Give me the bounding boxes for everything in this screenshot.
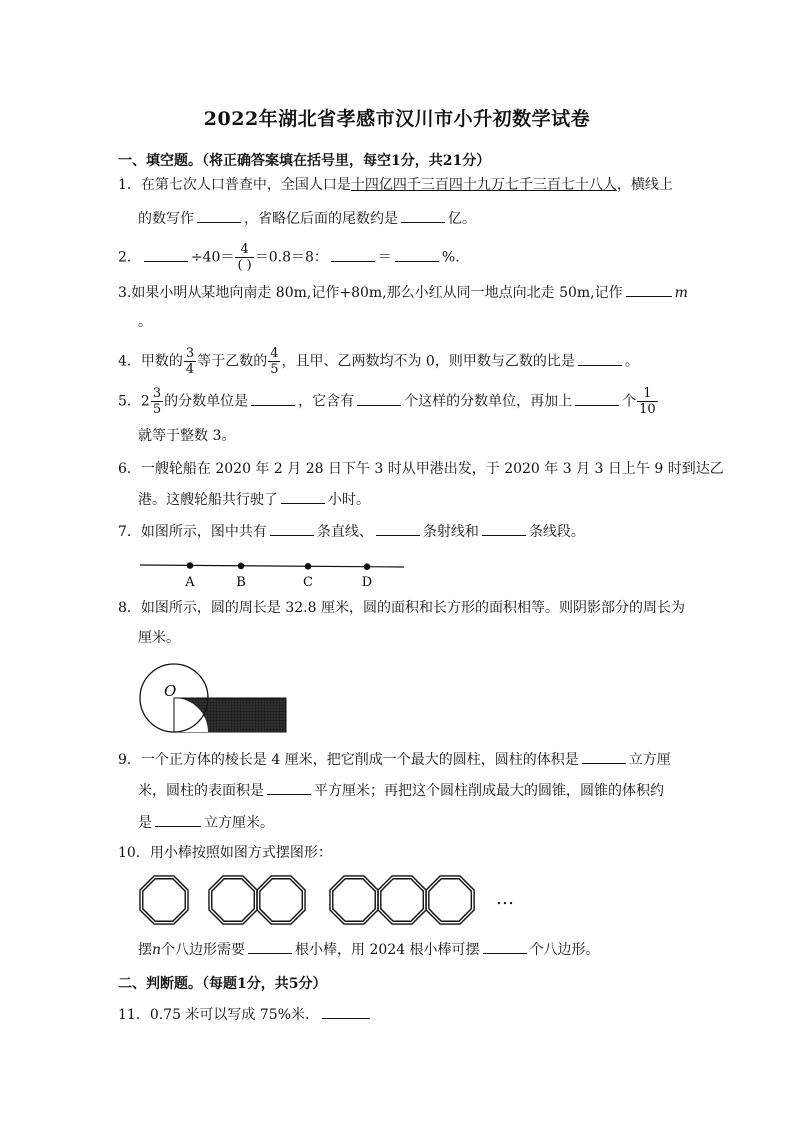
line-points-figure <box>138 555 408 591</box>
point-d-dot <box>364 563 371 570</box>
octagon-inner <box>260 879 302 922</box>
population-text: 十四亿四千三百四十九万七千三百七十八人 <box>350 177 617 193</box>
question-9-line-3: 是 立方厘米。 <box>138 812 274 833</box>
question-1-line-1: 1．在第七次人口普查中，全国人口是十四亿四千三百四十九万七千三百七十八人，横线上 <box>118 177 673 193</box>
point-d-label: D <box>361 575 373 590</box>
question-9-line-1: 9．一个正方体的棱长是 4 厘米，把它削成一个最大的圆柱，圆柱的体积是 立方厘 <box>118 749 688 770</box>
answer-blank[interactable] <box>395 247 439 262</box>
octagon-inner <box>143 879 186 922</box>
question-7: 7．如图所示，图中共有 条直线、 条射线和 条线段。 <box>118 521 688 542</box>
question-8-line-1: 8．如图所示，圆的周长是 32.8 厘米，圆的面积和长方形的面积相等。则阴影部分的周长为 <box>118 600 685 616</box>
octagon-outer <box>330 876 378 924</box>
answer-blank[interactable] <box>267 780 311 795</box>
point-c-label: C <box>303 575 313 590</box>
question-9-line-2: 米，圆柱的表面积是 平方厘米；再把这个圆柱削成最大的圆锥，圆锥的体积约 <box>138 780 664 801</box>
question-2: 2． ÷40＝ $\frac{4}{( )}$ ＝0.8＝8： ＝ %. <box>118 242 460 273</box>
answer-blank[interactable] <box>482 521 526 536</box>
answer-blank[interactable] <box>251 391 295 406</box>
question-4: 4．甲数的 $\frac{3}{4}$ 等于乙数的 $\frac{4}{5}$ ，且甲、乙两数均不为 0，则甲数与乙数的比是 。 <box>118 346 639 377</box>
answer-blank[interactable] <box>155 812 201 827</box>
ellipsis: … <box>496 888 514 909</box>
answer-blank[interactable] <box>197 208 241 223</box>
fraction: $\frac{3}{5}$ <box>152 386 162 417</box>
answer-blank[interactable] <box>281 489 325 504</box>
section-fill-in-heading: 一、填空题。（将正确答案填在括号里，每空1分，共21分） <box>118 153 491 169</box>
octagon-inner <box>333 879 376 922</box>
center-label: O <box>164 682 177 700</box>
fraction: $\frac{1}{10}$ <box>639 386 656 417</box>
question-5-line-1: 5．2 $\frac{3}{5}$ 的分数单位是 ，它含有 个这样的分数单位，再加上 个 $\frac{1}{10}$ <box>118 386 656 417</box>
answer-blank[interactable] <box>144 247 188 262</box>
answer-blank[interactable] <box>626 282 672 297</box>
octagon-inner <box>381 879 424 922</box>
octagon-outer <box>257 876 305 924</box>
octagon-outer <box>378 876 426 924</box>
octagon-inner <box>212 879 255 922</box>
fraction: $\frac{4}{5}$ <box>270 346 279 377</box>
answer-blank[interactable] <box>248 939 292 954</box>
octagon-inner <box>429 879 472 922</box>
question-3-line-1: 3.如果小明从某地向南走 80m,记作+80m,那么小红从同一地点向北走 50m,记作 m <box>118 282 688 303</box>
answer-blank[interactable] <box>270 521 314 536</box>
question-11: 11．0.75 米可以写成 75%米． <box>118 1004 688 1025</box>
fraction: $\frac{3}{4}$ <box>185 346 195 377</box>
question-5-line-2: 就等于整数 3。 <box>138 428 236 444</box>
question-3-line-2: 。 <box>138 314 152 330</box>
question-10-line-1: 10．用小棒按照如图方式摆图形： <box>118 845 332 861</box>
question-10-line-2: 摆n个八边形需要 根小棒，用 2024 根小棒可摆 个八边形。 <box>138 939 600 960</box>
octagon-pattern-figure <box>136 870 536 930</box>
section-judgment-heading: 二、判断题。（每题1分，共5分） <box>118 976 327 992</box>
answer-blank[interactable] <box>582 749 626 764</box>
octagon-outer <box>140 876 188 924</box>
octagon-outer <box>209 876 257 924</box>
point-a-label: A <box>185 575 195 590</box>
answer-blank[interactable] <box>322 1004 370 1019</box>
page-title: 2022年湖北省孝感市汉川市小升初数学试卷 <box>203 108 591 130</box>
point-c-dot <box>305 563 312 570</box>
circle-rectangle-figure <box>136 658 292 736</box>
answer-blank[interactable] <box>376 521 420 536</box>
fraction: $\frac{4}{( )}$ <box>237 242 252 273</box>
answer-blank[interactable] <box>331 247 375 262</box>
answer-blank[interactable] <box>401 208 445 223</box>
octagon-outer <box>426 876 474 924</box>
question-1-line-2: 的数写作 ，省略亿后面的尾数约是 亿。 <box>138 208 476 229</box>
question-8-line-2: 厘米。 <box>138 630 180 646</box>
question-6-line-1: 6．一艘轮船在 2020 年 2 月 28 日下午 3 时从甲港出发，于 2020 年 3 月 3 日上午 9 时到达乙 <box>118 461 724 477</box>
answer-blank[interactable] <box>578 351 622 366</box>
point-b-label: B <box>236 575 246 590</box>
question-6-line-2: 港。这艘轮船共行驶了 小时。 <box>138 489 370 510</box>
point-a-dot <box>187 562 194 569</box>
answer-blank[interactable] <box>575 391 619 406</box>
point-b-dot <box>238 563 245 570</box>
answer-blank[interactable] <box>357 391 401 406</box>
answer-blank[interactable] <box>483 939 527 954</box>
